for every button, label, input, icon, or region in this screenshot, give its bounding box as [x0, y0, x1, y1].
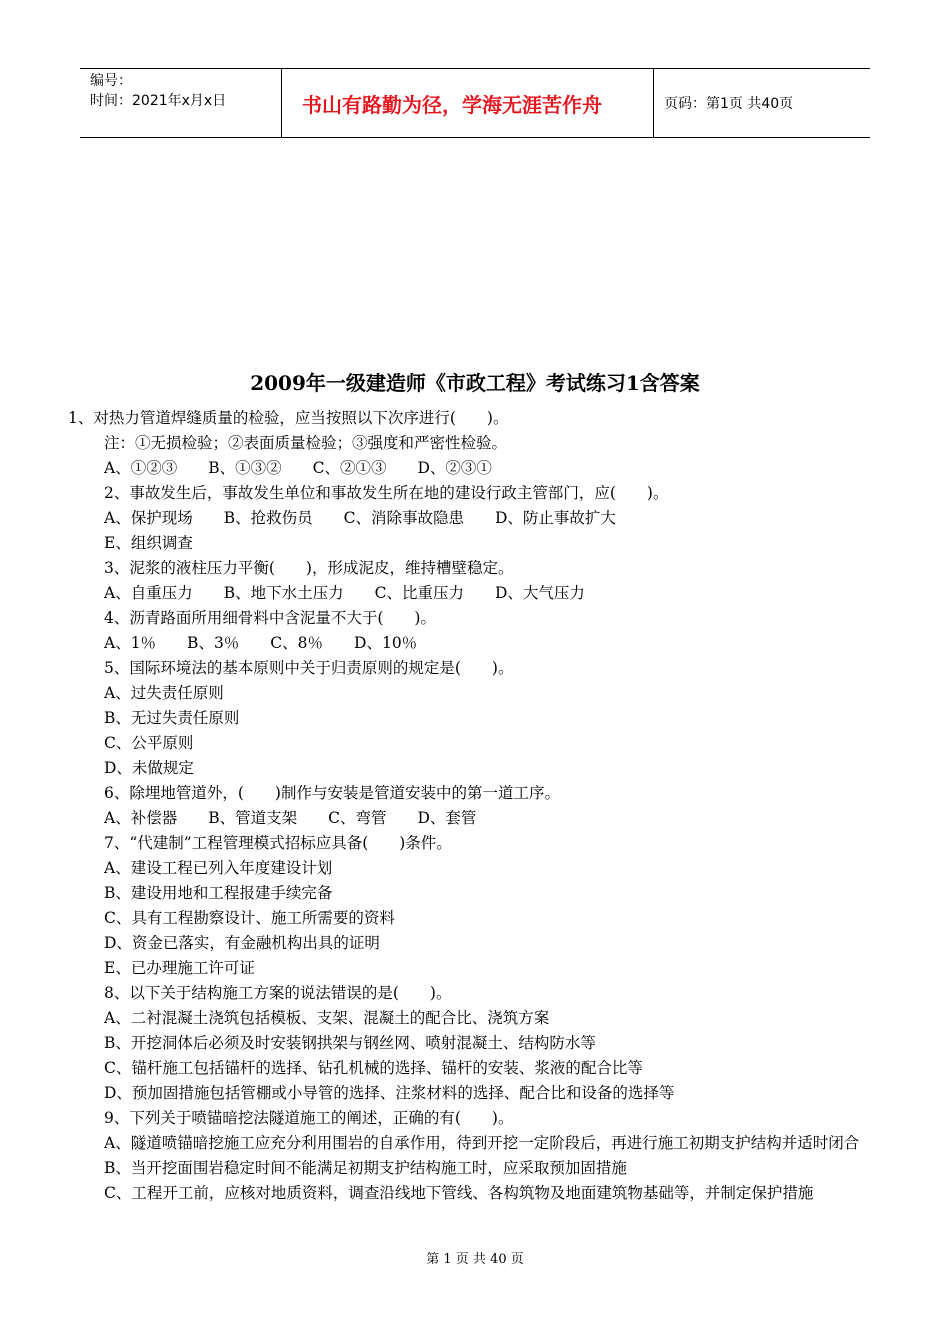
- document-header: [80, 68, 870, 138]
- question-line: B、当开挖面围岩稳定时间不能满足初期支护结构施工时，应采取预加固措施: [104, 1159, 627, 1177]
- question-line: 4、沥青路面所用细骨料中含泥量不大于( )。: [104, 609, 436, 627]
- question-line: A、保护现场 B、抢救伤员 C、消除事故隐患 D、防止事故扩大: [104, 509, 616, 527]
- question-line: A、1％ B、3％ C、8％ D、10％: [104, 634, 418, 652]
- question-line: C、锚杆施工包括锚杆的选择、钻孔机械的选择、锚杆的安装、浆液的配合比等: [104, 1059, 643, 1077]
- question-line: 9、下列关于喷锚暗挖法隧道施工的阐述，正确的有( )。: [104, 1109, 514, 1127]
- question-line: A、过失责任原则: [104, 684, 224, 702]
- question-line: A、①②③ B、①③② C、②①③ D、②③①: [104, 459, 492, 477]
- question-line: E、组织调查: [104, 534, 193, 552]
- question-line: A、自重压力 B、地下水土压力 C、比重压力 D、大气压力: [104, 584, 585, 602]
- page-info: 页码：第1页 共40页: [664, 96, 794, 112]
- question-line: [64, 1131, 884, 1156]
- header-info-cell: [80, 69, 282, 137]
- question-line: A、补偿器 B、管道支架 C、弯管 D、套管: [104, 809, 477, 827]
- option-text: A、隧道喷锚暗挖施工应充分利用围岩的自承作用，待到开挖一定阶段后，再进行施工初期支护结构并适时闭合: [104, 1134, 860, 1152]
- date-label: 时间：2021年x月x日: [90, 93, 227, 109]
- question-line: D、预加固措施包括管棚或小导管的选择、注浆材料的选择、配合比和设备的选择等: [104, 1084, 675, 1102]
- question-line: B、建设用地和工程报建手续完备: [104, 884, 333, 902]
- question-line: 6、除埋地管道外，( )制作与安装是管道安装中的第一道工序。: [104, 784, 560, 802]
- question-line: A、二衬混凝土浇筑包括模板、支架、混凝土的配合比、浇筑方案: [104, 1009, 550, 1027]
- question-line: 5、国际环境法的基本原则中关于归责原则的规定是( )。: [104, 659, 514, 677]
- question-line: 2、事故发生后，事故发生单位和事故发生所在地的建设行政主管部门，应( )。: [104, 484, 669, 502]
- question-line: 注：①无损检验；②表面质量检验；③强度和严密性检验。: [104, 434, 508, 452]
- question-line: C、具有工程勘察设计、施工所需要的资料: [104, 909, 395, 927]
- motto: 书山有路勤为径，学海无涯苦作舟: [282, 69, 654, 137]
- question-line: A、建设工程已列入年度建设计划: [104, 859, 333, 877]
- question-line: 1、对热力管道焊缝质量的检验，应当按照以下次序进行( )。: [68, 409, 509, 427]
- question-line: C、工程开工前，应核对地质资料，调查沿线地下管线、各构筑物及地面建筑物基础等，并制定保护措施: [104, 1184, 814, 1202]
- question-line: B、无过失责任原则: [104, 709, 240, 727]
- question-body: [64, 406, 884, 1206]
- number-label: 编号：: [90, 73, 132, 89]
- question-line: C、公平原则: [104, 734, 194, 752]
- question-line: D、未做规定: [104, 759, 194, 777]
- document-title: 2009年一级建造师《市政工程》考试练习1含答案: [250, 371, 700, 395]
- question-line: B、开挖洞体后必须及时安装钢拱架与钢丝网、喷射混凝土、结构防水等: [104, 1034, 596, 1052]
- question-line: D、资金已落实，有金融机构出具的证明: [104, 934, 380, 952]
- question-line: E、已办理施工许可证: [104, 959, 255, 977]
- page-footer: 第 1 页 共 40 页: [426, 1252, 524, 1267]
- question-line: 8、以下关于结构施工方案的说法错误的是( )。: [104, 984, 452, 1002]
- question-line: 7、“代建制”工程管理模式招标应具备( )条件。: [104, 834, 452, 852]
- question-line: 3、泥浆的液柱压力平衡( )，形成泥皮，维持槽壁稳定。: [104, 559, 514, 577]
